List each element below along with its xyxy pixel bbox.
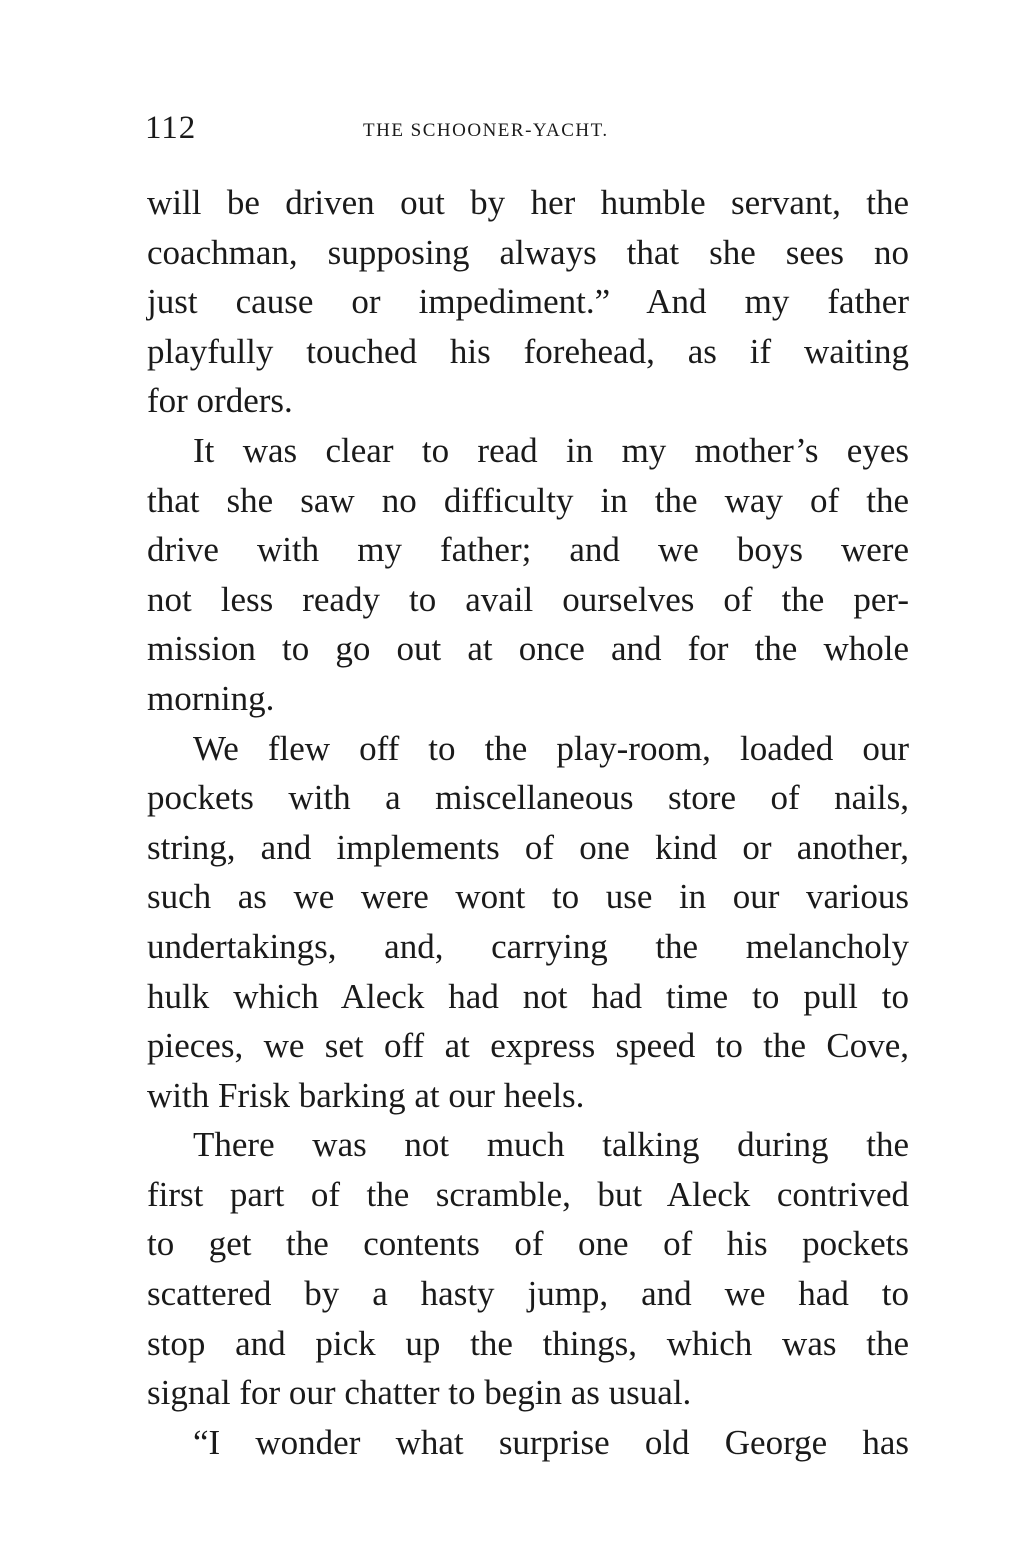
text-line: such as we were wont to use in our various	[147, 877, 909, 917]
text-line: We flew off to the play-room, loaded our	[193, 728, 909, 768]
text-line: stop and pick up the things, which was the	[147, 1323, 909, 1363]
text-line: with Frisk barking at our heels.	[147, 1075, 585, 1115]
text-line: undertakings, and, carrying the melancholy	[147, 926, 909, 966]
text-line: for orders.	[147, 381, 293, 421]
text-line: There was not much talking during the	[193, 1125, 909, 1165]
text-line: It was clear to read in my mother’s eyes	[193, 430, 909, 470]
text-line: hulk which Aleck had not had time to pull to	[147, 976, 909, 1016]
text-line: signal for our chatter to begin as usual.	[147, 1373, 692, 1413]
text-line: playfully touched his forehead, as if waiting	[147, 331, 909, 371]
text-line: pieces, we set off at express speed to the Cove,	[147, 1026, 909, 1066]
page-header	[145, 110, 905, 150]
text-line: drive with my father; and we boys were	[147, 530, 909, 570]
text-line: mission to go out at once and for the whole	[147, 629, 909, 669]
text-line: scattered by a hasty jump, and we had to	[147, 1274, 909, 1314]
text-line: that she saw no difficulty in the way of the	[147, 480, 909, 520]
text-line: “I wonder what surprise old George has	[193, 1422, 909, 1462]
text-line: just cause or impediment.” And my father	[147, 282, 909, 322]
text-line: pockets with a miscellaneous store of nails,	[147, 778, 909, 818]
running-title: THE SCHOONER-YACHT.	[363, 120, 609, 141]
page-number: 112	[145, 110, 197, 146]
text-line: not less ready to avail ourselves of the per-	[147, 579, 909, 619]
text-line: string, and implements of one kind or another,	[147, 827, 909, 867]
text-line: first part of the scramble, but Aleck contrived	[147, 1174, 909, 1214]
text-line: morning.	[147, 678, 275, 718]
text-line: will be driven out by her humble servant, the	[147, 183, 909, 222]
text-line: to get the contents of one of his pockets	[147, 1224, 909, 1264]
body-text	[147, 178, 909, 1467]
text-line: coachman, supposing always that she sees no	[147, 232, 909, 272]
